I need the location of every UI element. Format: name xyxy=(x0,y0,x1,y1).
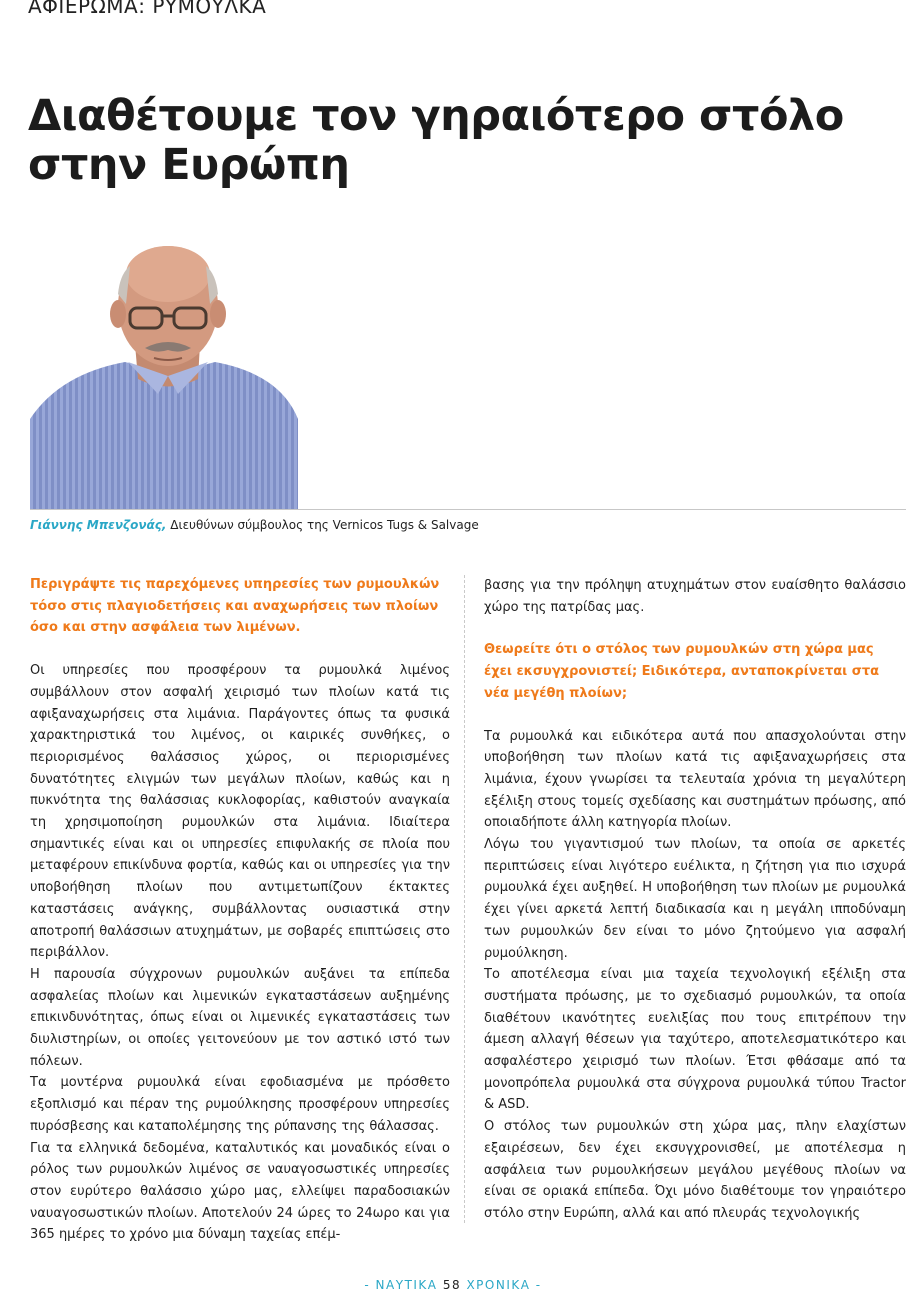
continued-paragraph: βασης για την πρόληψη ατυχημάτων στον ευαίσθητο θαλάσσιο χώρο της πατρίδας μας. xyxy=(484,578,906,615)
answer-paragraph: Τα μοντέρνα ρυμουλκά είναι εφοδιασμένα με πρόσθετο εξοπλισμό και πέραν της ρυμούλκησης προσφέρουν υπηρεσίες πυρόσβεσης και καταπολέμησης της ρύπανσης της θάλασσας. xyxy=(30,1075,450,1134)
answer-paragraph: Τα ρυμουλκά και ειδικότερα αυτά που απασχολούνται στην υποβοήθηση των πλοίων κατά τις αφιξαναχωρήσεις στα λιμάνια, έχουν γνωρίσει τα τελευταία χρόνια τη μεγαλύτερη εξέλιξη στους τομείς σχεδίασης και συστημάτων πρόωσης, από οποιαδήποτε άλλη κατηγορία πλοίων. xyxy=(484,728,906,831)
answer-paragraph: Για τα ελληνικά δεδομένα, καταλυτικός και μοναδικός είναι ο ρόλος των ρυμουλκών λιμένος σε ναυαγοσωστικές υπηρεσίες στον ευρύτερο θαλάσσιο χώρο μας, ελλείψει παραδοσιακών ναυαγοσωστικών πλοίων. Αποτελούν 24 ώρες το 24ωρο και για 365 ημέρες το χρόνο μια δύναμη ταχείας επέμ- xyxy=(30,1140,450,1243)
caption-divider xyxy=(30,509,906,510)
portrait-photo xyxy=(30,244,298,509)
left-column xyxy=(30,574,450,1246)
answer-paragraph: Οι υπηρεσίες που προσφέρουν τα ρυμουλκά λιμένος συμβάλλουν στον ασφαλή χειρισμό των πλοίων κατά τις αφιξαναχωρήσεις στα λιμάνια. Παράγοντες όπως τα φυσικά χαρακτηριστικά του λιμένος, οι καιρικές συνθήκες, ο περιορισμένος θαλάσσιος χώρος, οι περιορισμένες δυνατότητες ελιγμών των μεγάλων πλοίων, καθώς και η πυκνότητα της θαλάσσιας κυκλοφορίας, καθιστούν αναγκαία τη χρησιμοποίηση ρυμουλκών στα λιμάνια. Ιδιαίτερα σημαντικές είναι και οι υπηρεσίες επιφυλακής σε πλοία που μεταφέρουν επικίνδυνα φορτία, καθώς και οι υπηρεσίες για την υποβοήθηση πλοίων που αντιμετωπίζουν έκτακτες καταστάσεις ανάγκης, συμβάλλοντας ουσιαστικά στην αποτροπή θαλάσσιων ατυχημάτων, με σοβαρές επιπτώσεις στο περιβάλλον. xyxy=(30,663,450,961)
question-2: Θεωρείτε ότι ο στόλος των ρυμουλκών στη χώρα μας έχει εκσυγχρονιστεί; Ειδικότερα, ανταποκρίνεται στα νέα μεγέθη πλοίων; xyxy=(484,642,880,701)
column-divider xyxy=(464,575,465,1223)
answer-paragraph: Λόγω του γιγαντισμού των πλοίων, τα οποία σε αρκετές περιπτώσεις είναι λιγότερο ευέλικτα, η ζήτηση για πιο ισχυρά ρυμουλκά έχει αυξηθεί. Η υποβοήθηση των πλοίων με ρυμουλκά έχει γίνει αρκετά λεπτή διαδικασία και η μεγάλη ιπποδύναμη των ρυμουλκών δεν είναι το μόνο ζητούμενο για ασφαλή ρυμούλκηση. xyxy=(484,837,906,961)
page-number: 58 xyxy=(442,1278,462,1292)
footer-left: - ΝΑΥΤΙΚΑ xyxy=(364,1278,438,1292)
photo-caption xyxy=(30,516,479,534)
person-name: Γιάννης Μπενζονάς, xyxy=(30,518,167,532)
answer-paragraph: Η παρουσία σύγχρονων ρυμουλκών αυξάνει τα επίπεδα ασφαλείας πλοίων και λιμενικών εγκαταστάσεων αυξημένης επικινδυνότητας, όπως είναι οι λιμενικές εγκαταστάσεις των διυλιστηρίων, οι οποίες γειτονεύουν με τον αστικό ιστό των πόλεων. xyxy=(30,966,450,1069)
right-column xyxy=(484,575,906,1225)
answer-paragraph: Ο στόλος των ρυμουλκών στη χώρα μας, πλην ελαχίστων εξαιρέσεων, δεν έχει εκσυγχρονισθεί, με αποτέλεσμα η ασφάλεια των ρυμουλκήσεων μεγάλου μεγέθους πλοίων να είναι σε οριακά επίπεδα. Όχι μόνο διαθέτουμε τον γηραιότερο στόλο στην Ευρώπη, αλλά και από πλευράς τεχνολογικής xyxy=(484,1119,906,1221)
headline: Διαθέτουμε τον γηραιότερο στόλο στην Ευρώπη xyxy=(28,91,844,190)
person-role: Διευθύνων σύμβουλος της Vernicos Tugs & Salvage xyxy=(170,518,479,532)
footer-right: ΧΡΟΝΙΚΑ - xyxy=(466,1278,542,1292)
answer-paragraph: Το αποτέλεσμα είναι μια ταχεία τεχνολογική εξέλιξη στα συστήματα πρόωσης, με το σχεδιασμό ρυμουλκών, τα οποία διαθέτουν ικανότητες ευελιξίας που τους επιτρέπουν την άμεση αλλαγή θέσεων για ταχύτερο, αποτελεσματικότερο και ασφαλέστερο χειρισμό των πλοίων. Έτσι φθάσαμε από τα μονοπρόπελα ρυμουλκά στα σύγχρονα ρυμουλκά τύπου Tractor & ASD. xyxy=(484,967,906,1113)
question-1: Περιγράψτε τις παρεχόμενες υπηρεσίες των ρυμουλκών τόσο στις πλαγιοδετήσεις και αναχωρήσεις των πλοίων όσο και στην ασφάλεια των λιμένων. xyxy=(30,577,440,636)
section-label: ΑΦΙΕΡΩΜΑ: ΡΥΜΟΥΛΚΑ xyxy=(28,0,267,18)
page-footer xyxy=(0,1278,906,1292)
